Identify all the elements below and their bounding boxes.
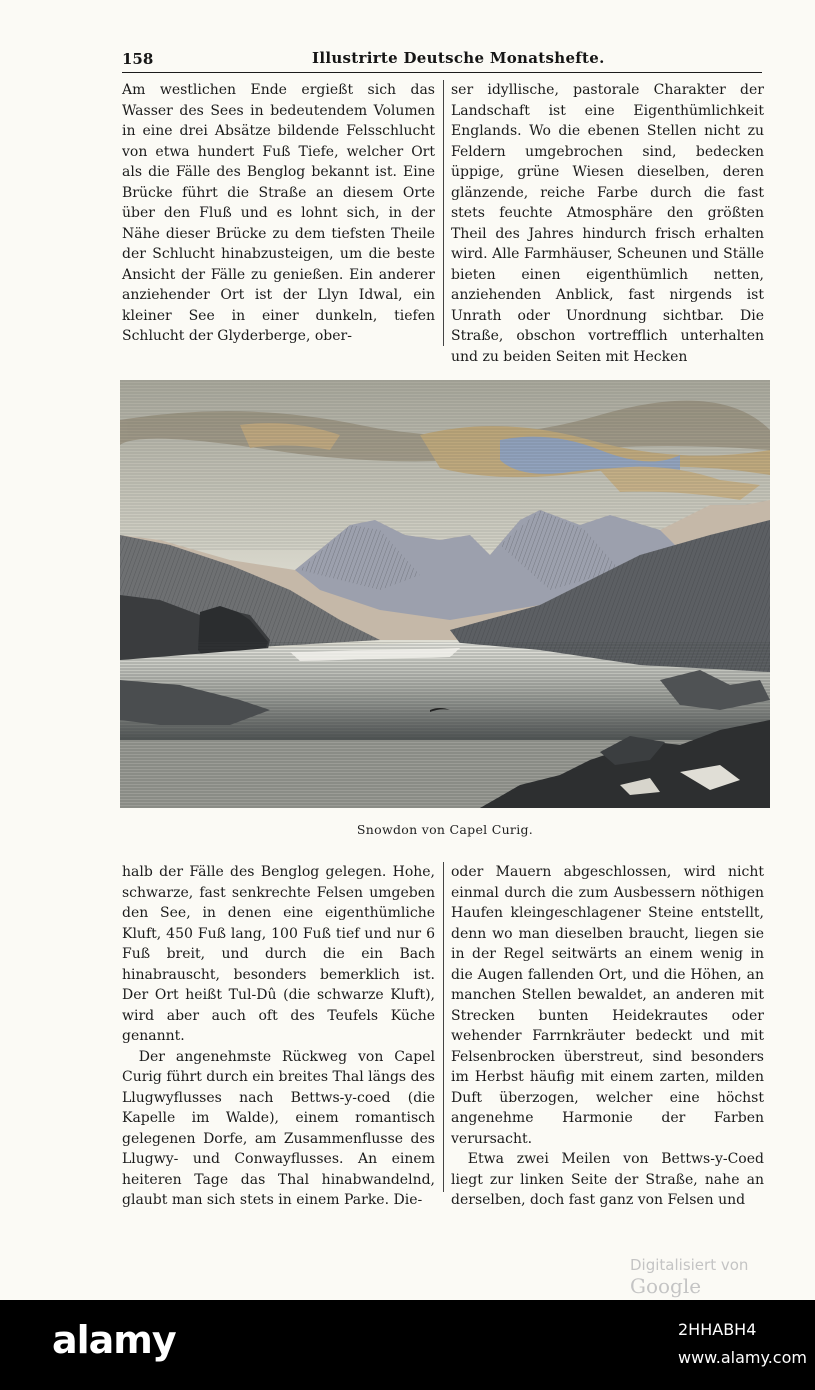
top-right-text: ser idyllische, pastorale Charakter der Landschaft ist eine Eigenthümlichkeit Englands. Wo die ebenen Stellen nicht zu Feldern umgebrochen sind, bedecken üppige, grüne Wiesen dieselben, deren glänzende, reiche Farbe durch die fast stets feuchte Atmosphäre den größten Theil des Jahres hindurch frisch erhalten wird. Alle Farmhäuser, Scheunen und Ställe bieten einen eigenthümlich netten, anziehenden Anblick, fast nirgends ist Unrath oder Unordnung sichtbar. Die Straße, obschon vortrefflich unterhalten und zu beiden Seiten mit Hecken [451,82,764,365]
digitized-watermark [630,1256,815,1298]
top-left-column [122,80,435,348]
bottom-left-column [122,862,435,1208]
image-id: 2HHABH4 [678,1320,757,1339]
top-right-column [451,80,764,365]
bottom-right-column [451,862,764,1208]
digitized-brand: Google [630,1274,702,1298]
alamy-footer [0,1300,815,1390]
column-divider-top [443,80,444,346]
running-header [122,48,762,73]
digitized-prefix: Digitalisiert von [630,1256,749,1274]
site-url: www.alamy.com [678,1348,807,1367]
bottom-right-paragraph-1: oder Mauern abgeschlossen, wird nicht einmal durch die zum Ausbessern nöthigen Haufen kleingeschlagener Steine entstellt, denn wo man dieselben braucht, liegen sie in der Regel seitwärts an einem wenig in die Augen fallenden Ort, und die Höhen, an manchen Stellen bewaldet, an anderen mit Strecken bunten Heidekrautes oder wehender Farrnkräuter bedeckt und mit Felsenbrocken überstreut, sind besonders im Herbst häufig mit einem zarten, milden Duft überzogen, welcher eine höchst angenehme Harmonie der Farben verursacht. [451,864,764,1147]
column-divider-bottom [443,862,444,1192]
alamy-logo: alamy [52,1318,176,1362]
bottom-left-paragraph-1: halb der Fälle des Benglog gelegen. Hohe, schwarze, fast senkrechte Felsen umgeben den See, in denen eine eigenthümliche Kluft, 450 Fuß lang, 100 Fuß tief und nur 6 Fuß breit, und durch die ein Bach hinabrauscht, besonders bemerklich ist. Der Ort heißt Tul-Dû (die schwarze Kluft), wird aber auch oft des Teufels Küche genannt. [122,864,435,1044]
bottom-right-paragraph-2: Etwa zwei Meilen von Bettws-y-Coed liegt zur linken Seite der Straße, nahe an derselben, doch fast ganz von Felsen und [451,1151,764,1208]
top-left-text: Am westlichen Ende ergießt sich das Wasser des Sees in bedeutendem Volumen in eine drei Absätze bildende Felsschlucht von etwa hundert Fuß Tiefe, welcher Ort als die Fälle des Benglog bekannt ist. Eine Brücke führt die Straße an diesem Orte über den Fluß und es lohnt sich, in der Nähe dieser Brücke zu dem tiefsten Theile der Schlucht hinabzusteigen, um die beste Ansicht der Fälle zu genießen. Ein anderer anziehender Ort ist der Llyn Idwal, ein kleiner See in einer dunkeln, tiefen Schlucht der Glyderberge, ober- [122,82,435,344]
snowdon-illustration [120,380,770,808]
bottom-left-paragraph-2: Der angenehmste Rückweg von Capel Curig führt durch ein breites Thal längs des Llugwyflusses nach Bettws-y-coed (die Kapelle im Walde), einem romantisch gelegenen Dorfe, am Zusammenflusse des Llugwy- und Conwayflusses. An einem heiteren Tage das Thal hinabwandelnd, glaubt man sich stets in einem Parke. Die- [122,1048,435,1208]
journal-title: Illustrirte Deutsche Monatshefte. [312,49,605,67]
figure-caption: Snowdon von Capel Curig. [356,822,534,837]
page-number: 158 [122,50,154,68]
